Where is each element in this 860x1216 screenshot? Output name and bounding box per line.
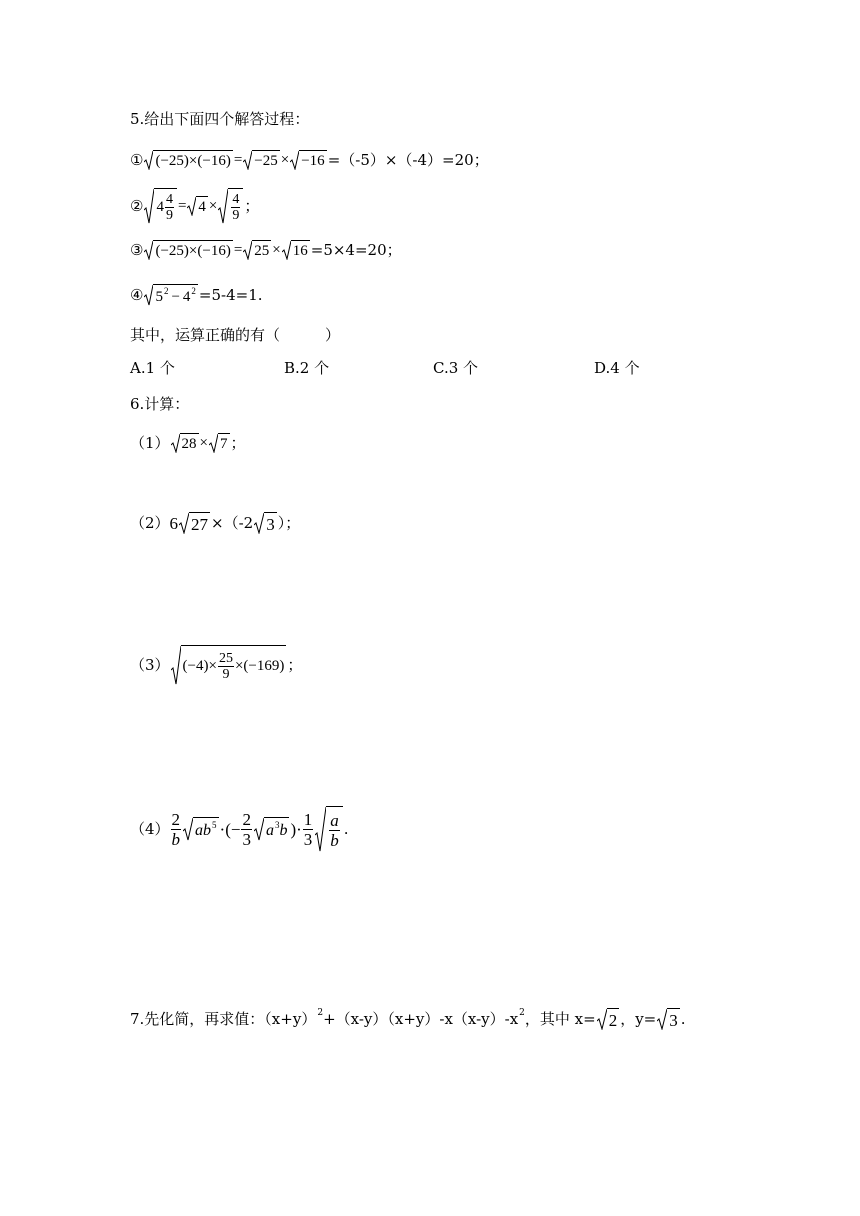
coefficient: 6 <box>169 513 179 533</box>
sqrt-expression: 2 <box>597 1008 620 1030</box>
part-rest: ）； <box>277 513 301 532</box>
part-rest: ； <box>287 655 303 674</box>
exponent: 2 <box>317 1007 324 1018</box>
part-label: （2） <box>130 513 170 532</box>
q6-title: 6.计算： <box>130 395 190 413</box>
item-mark: ③ <box>130 240 144 259</box>
item-rest: =5-4=1. <box>198 285 263 304</box>
sqrt-expression: −16 <box>290 150 326 170</box>
q7-part: . <box>680 1009 686 1028</box>
sqrt-expression: a 3 b <box>254 817 290 841</box>
sqrt-expression: $\frac{4}{9}$ <box>218 188 243 224</box>
q5-item-1 <box>130 150 489 170</box>
fraction: $\frac{2}{b}$ <box>171 809 181 849</box>
exponent: 2 <box>519 1007 525 1018</box>
part-label: （3） <box>130 655 170 674</box>
part-rest: ； <box>230 433 246 452</box>
sqrt-expression: (−25)×(−16) <box>144 240 232 260</box>
fraction: $\frac{2}{3}$ <box>242 809 251 849</box>
item-rest: =5×4=20； <box>310 240 402 259</box>
q5-item-3 <box>130 240 402 260</box>
item-mark: ② <box>130 196 144 215</box>
option-a: A.1 个 <box>130 359 175 377</box>
equals: = <box>233 241 243 258</box>
item-rest: ； <box>244 196 260 215</box>
q7-part: ，y= <box>620 1009 657 1028</box>
sqrt-expression: $\frac{a}{b}$ <box>315 806 343 852</box>
sqrt-expression: 28 <box>171 433 199 453</box>
option-c: C.3 个 <box>433 359 479 377</box>
option-b: B.2 个 <box>284 359 330 377</box>
q5-question: 其中，运算正确的有（ ） <box>130 326 341 344</box>
q6-part-1 <box>130 433 246 453</box>
part-mid: ×（-2 <box>211 513 254 532</box>
sqrt-expression: −25 <box>243 150 279 170</box>
q6-part-2 <box>130 512 300 534</box>
times: × <box>272 241 281 258</box>
operator: ·(− <box>219 819 241 839</box>
q7-part: 7.先化简，再求值：（x+y） <box>130 1009 317 1028</box>
sqrt-expression: 27 <box>179 512 210 534</box>
times: × <box>199 434 209 451</box>
part-rest: . <box>343 819 349 838</box>
part-label: （4） <box>130 819 170 838</box>
q6-part-4 <box>130 806 349 852</box>
sqrt-expression: 3 <box>657 1008 680 1030</box>
q5-item-4 <box>130 284 263 306</box>
sqrt-expression: (−25)×(−16) <box>144 150 232 170</box>
times: × <box>280 151 290 168</box>
times: × <box>208 197 218 214</box>
sqrt-expression: 16 <box>282 240 310 260</box>
fraction: $\frac{1}{3}$ <box>303 809 313 849</box>
equals: = <box>233 151 243 168</box>
sqrt-expression: 7 <box>209 433 230 453</box>
sqrt-expression: 25 <box>243 240 271 260</box>
q7-part: +（x-y）（x+y）-x（x-y）-x <box>323 1009 519 1028</box>
operator: )· <box>290 819 302 839</box>
sqrt-expression: ab 5 <box>183 817 219 841</box>
option-d: D.4 个 <box>594 359 640 377</box>
item-mark: ④ <box>130 285 144 304</box>
q6-part-3 <box>130 645 302 685</box>
sqrt-expression: 4 <box>187 196 208 216</box>
q7-part: ，其中 x= <box>524 1009 596 1028</box>
item-mark: ① <box>130 150 144 169</box>
equals: = <box>177 197 187 214</box>
q5-title: 5.给出下面四个解答过程： <box>130 110 310 128</box>
sqrt-expression: 3 <box>254 512 277 534</box>
sqrt-expression: 4 $\frac{4}{9}$ <box>144 188 177 224</box>
item-rest: =（-5）×（-4）=20； <box>327 150 489 169</box>
part-label: （1） <box>130 433 170 452</box>
sqrt-expression: 5 2 − 4 2 <box>144 284 197 306</box>
q5-item-2 <box>130 188 259 224</box>
sqrt-expression: (−4)× $\frac{25}{9}$ ×(−169) <box>171 645 287 685</box>
q7-text <box>130 1008 686 1030</box>
